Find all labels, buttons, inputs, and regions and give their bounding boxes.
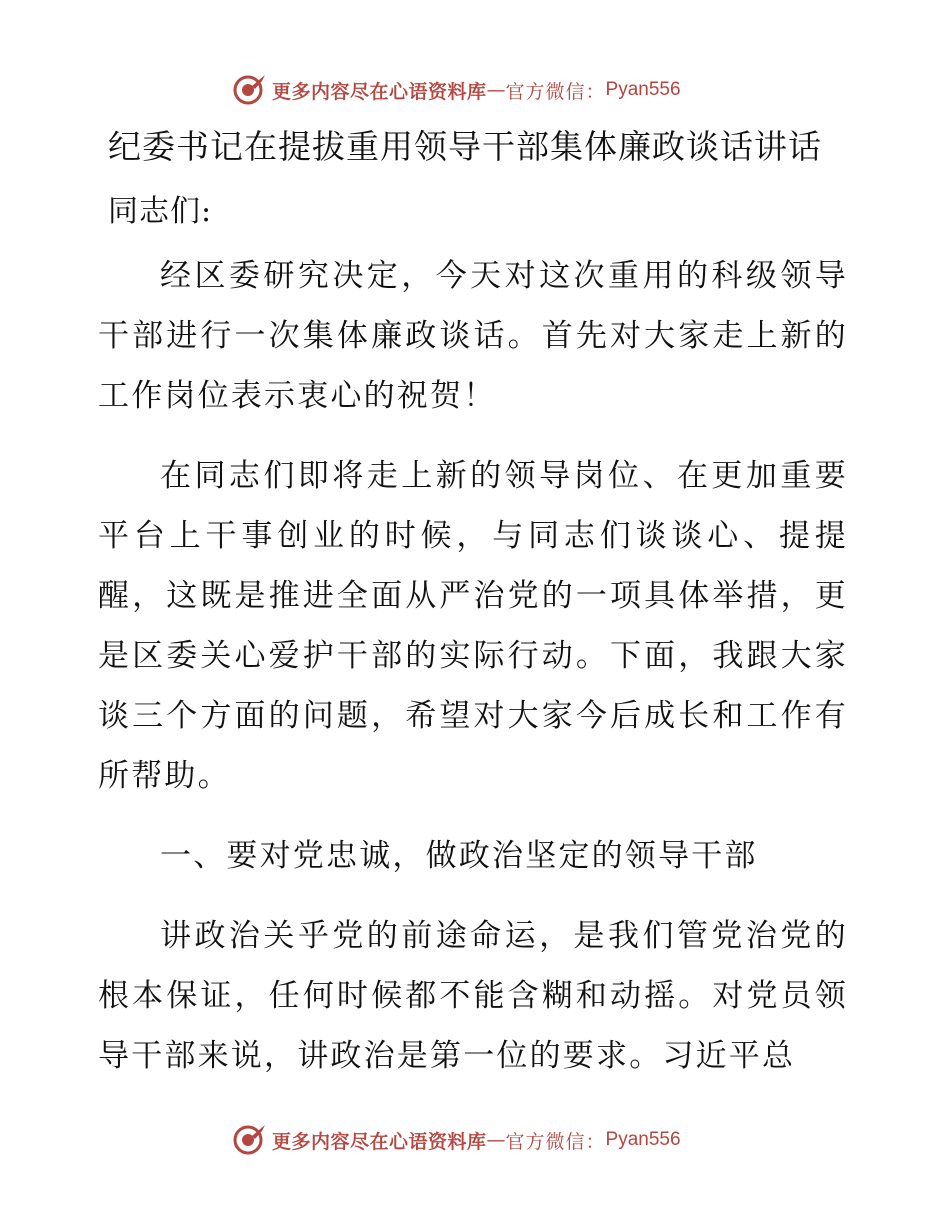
watermark-footer xyxy=(232,1122,681,1158)
watermark-dash: — xyxy=(486,1129,506,1151)
watermark-header xyxy=(232,72,681,108)
pen-logo-icon xyxy=(232,73,266,107)
watermark-wechat-id: Pyan556 xyxy=(605,1129,681,1150)
pen-logo-icon xyxy=(232,1123,266,1157)
watermark-wechat-label: 官方微信： xyxy=(505,80,606,103)
document-body xyxy=(98,124,848,1086)
watermark-main-text: 更多内容尽在心语资料库 xyxy=(272,1130,487,1153)
paragraph: 经区委研究决定，今天对这次重用的科级领导干部进行一次集体廉政谈话。首先对大家走上新的工作岗位表示衷心的祝贺！ xyxy=(98,258,848,414)
watermark-wechat-label: 官方微信： xyxy=(505,1130,606,1153)
paragraph: 讲政治关乎党的前途命运，是我们管党治党的根本保证，任何时候都不能含糊和动摇。对党员领导干部来说，讲政治是第一位的要求。习近平总 xyxy=(98,918,848,1074)
watermark-wechat-id: Pyan556 xyxy=(605,79,681,100)
greeting: 同志们: xyxy=(108,194,213,229)
section-heading: 一、要对党忠诚，做政治坚定的领导干部 xyxy=(160,838,758,874)
watermark-dash: — xyxy=(486,79,506,101)
document-title: 纪委书记在提拔重用领导干部集体廉政谈话讲话 xyxy=(108,127,822,166)
watermark-main-text: 更多内容尽在心语资料库 xyxy=(272,80,487,103)
paragraph: 在同志们即将走上新的领导岗位、在更加重要平台上干事创业的时候，与同志们谈谈心、提提醒，这既是推进全面从严治党的一项具体举措，更是区委关心爱护干部的实际行动。下面，我跟大家谈三个方面的问题，希望对大家今后成长和工作有所帮助。 xyxy=(98,458,848,794)
